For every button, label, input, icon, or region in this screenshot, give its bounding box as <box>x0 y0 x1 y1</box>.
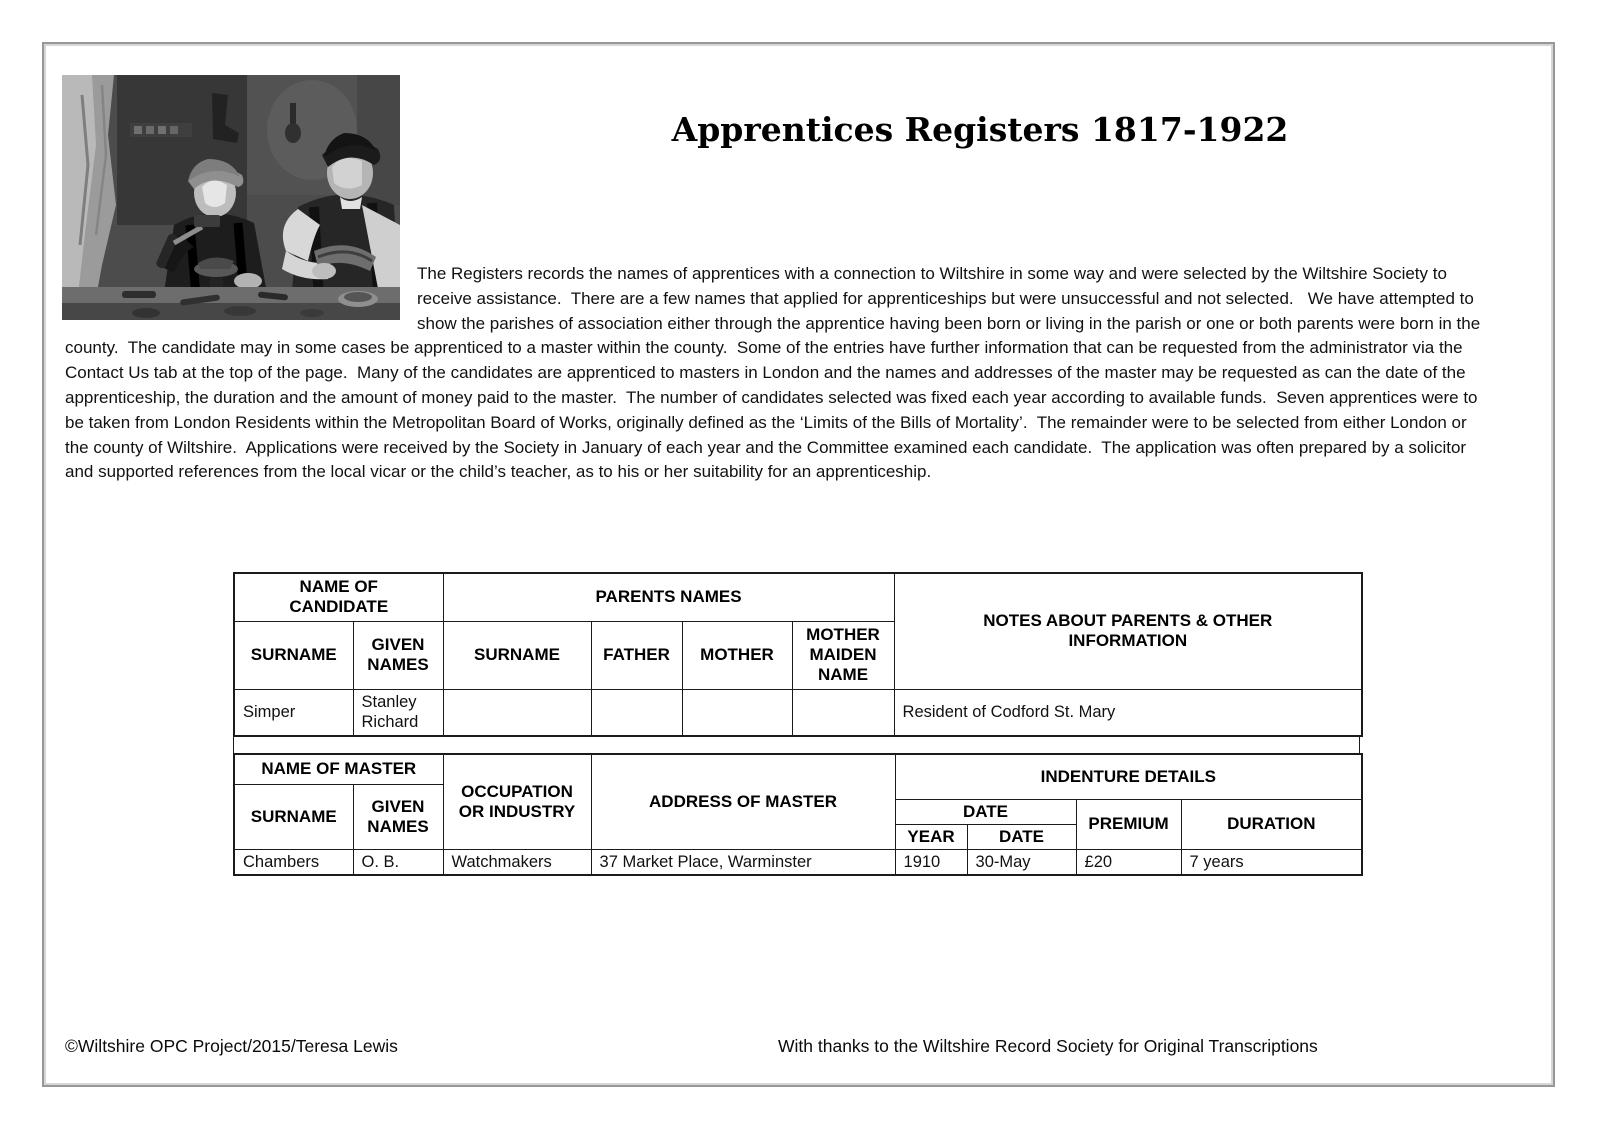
header-occupation: OCCUPATION OR INDUSTRY <box>443 754 591 849</box>
table-spacer-row <box>233 737 1360 753</box>
header-mother: MOTHER <box>682 621 792 689</box>
candidate-table <box>233 572 1363 737</box>
header-address-of-master: ADDRESS OF MASTER <box>591 754 895 849</box>
header-candidate-given-names: GIVEN NAMES <box>353 621 443 689</box>
header-premium: PREMIUM <box>1076 799 1181 849</box>
cell-candidate-surname: Simper <box>234 689 353 736</box>
header-name-of-candidate: NAME OF CANDIDATE <box>234 573 443 621</box>
cell-premium: £20 <box>1076 849 1181 875</box>
cell-mother-maiden-name <box>792 689 894 736</box>
candidate-row <box>234 689 1362 736</box>
cell-occupation: Watchmakers <box>443 849 591 875</box>
header-parents-surname: SURNAME <box>443 621 591 689</box>
cell-parents-surname <box>443 689 591 736</box>
cell-candidate-given-names: Stanley Richard <box>353 689 443 736</box>
master-row <box>234 849 1362 875</box>
cell-father <box>591 689 682 736</box>
cell-mother <box>682 689 792 736</box>
header-name-of-master: NAME OF MASTER <box>234 754 443 784</box>
header-master-given-names: GIVEN NAMES <box>353 784 443 849</box>
header-parents-names: PARENTS NAMES <box>443 573 894 621</box>
header-notes: NOTES ABOUT PARENTS & OTHER INFORMATION <box>894 573 1362 689</box>
intro-text: The Registers records the names of apprentices with a connection to Wiltshire in some way and were selected by the Wiltshire Society to receive assistance. There are a few names that applied for apprenticeships but were unsuccessful and not selected. We have attempted to show the parishes of association either through the apprentice having been born or living in the parish or one or both parents were born in the county. The candidate may in some cases be apprenticed to a master within the county. Some of the entries have further information that can be requested from the administrator via the Contact Us tab at the top of the page. Many of the candidates are apprenticed to masters in London and the names and addresses of the master may be requested as can the date of the apprenticeship, the duration and the amount of money paid to the master. The number of candidates selected was fixed each year according to available funds. Seven apprentices were to be taken from London Residents within the Metropolitan Board of Works, originally defined as the ‘Limits of the Bills of Mortality’. The remainder were to be selected from either London or the county of Wiltshire. Applications were received by the Society in January of each year and the Committee examined each candidate. The application was often prepared by a solicitor and supported references from the local vicar or the child’s teacher, as to his or her suitability for an apprenticeship. <box>65 264 1485 482</box>
master-table <box>233 753 1363 876</box>
header-candidate-surname: SURNAME <box>234 621 353 689</box>
header-date-group: DATE <box>895 799 1076 824</box>
header-date: DATE <box>967 824 1076 849</box>
acknowledgement-text: With thanks to the Wiltshire Record Society for Original Transcriptions <box>778 1036 1318 1056</box>
cell-date: 30-May <box>967 849 1076 875</box>
header-master-surname: SURNAME <box>234 784 353 849</box>
text-wrap-spacer <box>65 262 417 326</box>
header-mother-maiden-name: MOTHER MAIDEN NAME <box>792 621 894 689</box>
cell-duration: 7 years <box>1181 849 1362 875</box>
header-indenture-details: INDENTURE DETAILS <box>895 754 1362 799</box>
header-father: FATHER <box>591 621 682 689</box>
cell-address: 37 Market Place, Warminster <box>591 849 895 875</box>
cell-master-given-names: O. B. <box>353 849 443 875</box>
cell-master-surname: Chambers <box>234 849 353 875</box>
copyright-text: ©Wiltshire OPC Project/2015/Teresa Lewis <box>65 1036 398 1056</box>
register-tables <box>233 572 1361 876</box>
header-year: YEAR <box>895 824 967 849</box>
header-duration: DURATION <box>1181 799 1362 849</box>
page-title: Apprentices Registers 1817-1922 <box>671 110 1289 149</box>
intro-paragraph <box>65 262 1493 485</box>
cell-year: 1910 <box>895 849 967 875</box>
cell-notes: Resident of Codford St. Mary <box>894 689 1362 736</box>
